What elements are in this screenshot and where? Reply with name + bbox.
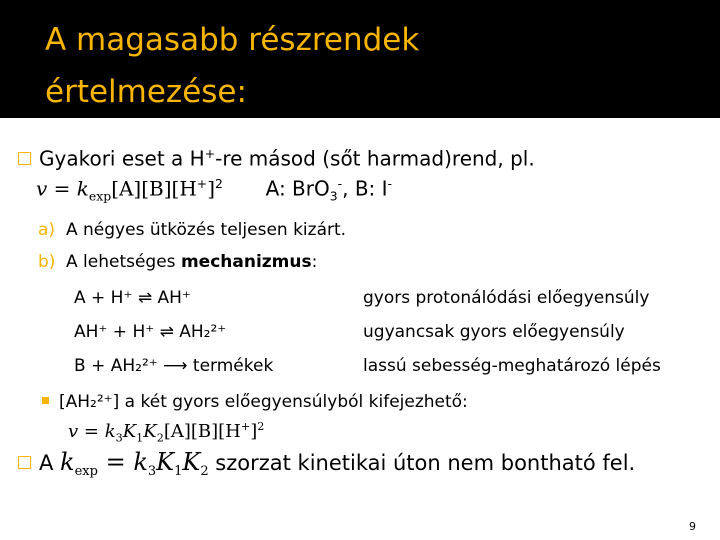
item-a-text: A négyes ütközés teljesen kizárt.	[66, 220, 347, 240]
rate-law	[36, 176, 392, 204]
item-b-bold: mechanizmus	[180, 252, 312, 272]
reaction-2-description: ugyancsak gyors előegyensúly	[363, 322, 625, 342]
sub-bullet	[42, 392, 468, 412]
derived-plus: +	[240, 420, 251, 433]
reaction-2-equation: AH⁺ + H⁺ ⇌ AH₂²⁺	[74, 322, 227, 342]
species-b-label: , B: I	[342, 176, 388, 201]
list-item-a	[38, 220, 346, 240]
species-a-label: A: BrO	[265, 176, 330, 201]
reaction-1-equation: A + H⁺ ⇌ AH⁺	[74, 288, 191, 308]
bullet-2	[18, 448, 635, 479]
derived-K2: 2	[156, 431, 164, 445]
derived-K2-symbol: K	[143, 421, 157, 442]
item-b-letter: b)	[38, 252, 56, 272]
bullet-2-k-sub: exp	[74, 464, 98, 480]
reaction-1-description: gyors protonálódási előegyensúly	[363, 288, 650, 308]
derived-conc: [A][B][H	[163, 421, 241, 442]
bullet-2-k: k	[60, 448, 75, 476]
rate-exp: 2	[215, 176, 223, 191]
rate-close: ]	[207, 176, 215, 201]
h-plus-sup: +	[204, 146, 216, 161]
rate-k: k	[76, 176, 89, 201]
rate-eq: =	[47, 176, 77, 201]
species-a-sub: 3	[329, 188, 338, 204]
title-line-2: értelmezése:	[45, 74, 247, 110]
reaction-3-description: lassú sebesség-meghatározó lépés	[363, 356, 661, 376]
item-b-text-2: :	[311, 252, 318, 272]
bullet-2-prefix: A	[39, 451, 61, 475]
title-line-1: A magasabb részrendek	[45, 22, 420, 58]
bullet-1-text: Gyakori eset a H	[39, 146, 205, 171]
reaction-3-equation: B + AH₂²⁺ ⟶ termékek	[74, 356, 274, 376]
species-b-sup: -	[387, 176, 393, 191]
bullet-2-eq: =	[97, 448, 134, 476]
derived-rate-law	[68, 420, 264, 445]
derived-k3: 3	[115, 431, 123, 445]
rate-v: v	[36, 176, 48, 201]
bullet-2-K1-sub: 1	[174, 464, 183, 480]
species-a-sup: -	[337, 176, 343, 191]
bullet-2-k3: k	[133, 448, 148, 476]
derived-close: ]	[250, 421, 258, 442]
bullet-box-icon	[18, 456, 31, 469]
rate-k-sub: exp	[88, 188, 112, 204]
rate-plus: +	[196, 176, 208, 191]
derived-lhs: v = k	[68, 421, 116, 442]
list-item-b	[38, 252, 317, 272]
bullet-box-icon	[18, 152, 31, 165]
derived-exp: 2	[257, 420, 265, 433]
bullet-1	[18, 146, 535, 171]
item-a-letter: a)	[38, 220, 56, 240]
item-b-text: A lehetséges	[66, 252, 181, 272]
rate-conc: [A][B][H	[111, 176, 197, 201]
square-bullet-icon	[42, 397, 49, 404]
slide-title	[45, 14, 705, 118]
bullet-2-K2: K	[182, 448, 201, 476]
bullet-2-K1: K	[156, 448, 175, 476]
bullet-2-text: szorzat kinetikai úton nem bontható fel.	[208, 451, 636, 475]
sub-bullet-text: [AH₂²⁺] a két gyors előegyensúlyból kifejezhető:	[59, 392, 468, 412]
page-number: 9	[689, 520, 696, 533]
bullet-1-text-2: -re másod (sőt harmad)rend, pl.	[215, 146, 535, 171]
title-bar	[0, 0, 720, 118]
derived-K1: 1	[136, 431, 144, 445]
bullet-2-k3-sub: 3	[147, 464, 157, 480]
derived-K1-symbol: K	[122, 421, 137, 442]
bullet-2-K2-sub: 2	[200, 464, 209, 480]
